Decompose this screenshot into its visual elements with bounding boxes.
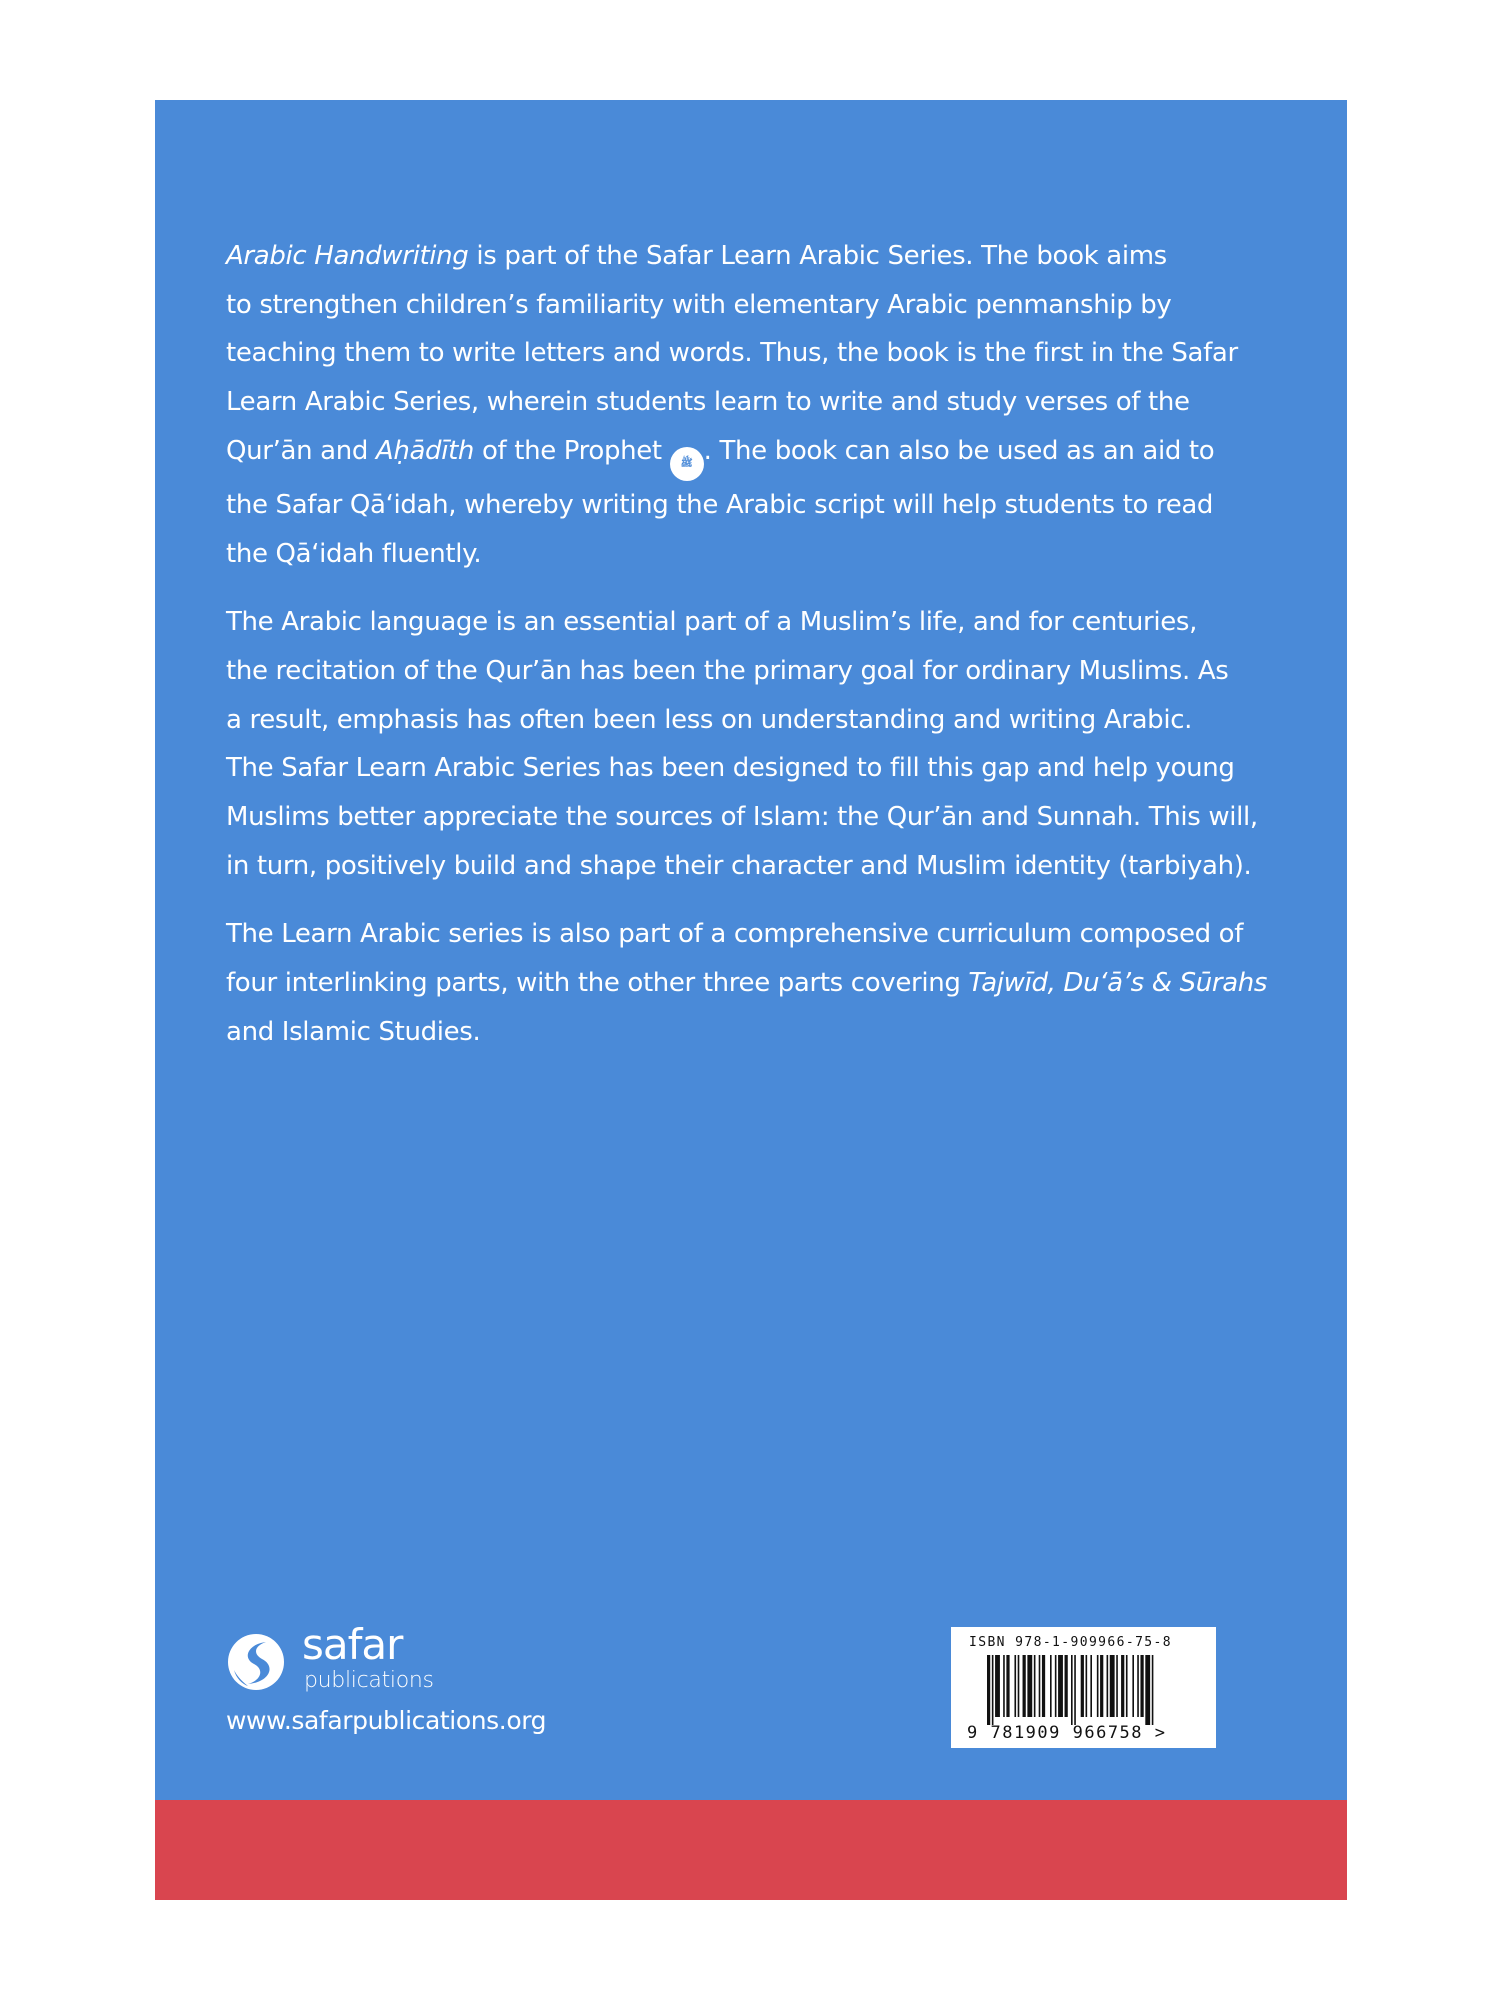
blurb-line: in turn, positively build and shape their character and Muslim identity (tarbiyah).: [226, 850, 1252, 881]
blurb-line: the Qā‘idah fluently.: [226, 538, 482, 569]
blurb-paragraph-3: [226, 910, 1286, 1056]
isbn-barcode: [951, 1627, 1216, 1748]
blurb-line: Arabic Handwriting is part of the Safar Learn Arabic Series. The book aims: [226, 241, 1167, 271]
isbn-label: ISBN 978-1-909966-75-8: [969, 1635, 1172, 1650]
publisher-logo: [226, 1620, 526, 1708]
blurb-line: Muslims better appreciate the sources of Islam: the Qur’ān and Sunnah. This will,: [226, 802, 1258, 833]
bottom-color-band: [155, 1800, 1347, 1900]
back-cover-blurb: [226, 232, 1286, 1077]
barcode-digits: 9 781909 966758 >: [967, 1723, 1167, 1743]
blurb-line: teaching them to write letters and words. Thus, the book is the first in the Safar: [226, 338, 1238, 369]
publisher-subtitle: publications: [304, 1668, 434, 1693]
blurb-line: to strengthen children’s familiarity with elementary Arabic penmanship by: [226, 289, 1172, 320]
blurb-line: and Islamic Studies.: [226, 1016, 481, 1047]
blurb-line: Qur’ān and Aḥādīth of the Prophet ﷺ . The book can also be used as an aid to: [226, 427, 1286, 481]
blurb-line: The Learn Arabic series is also part of a comprehensive curriculum composed of: [226, 919, 1244, 950]
publisher-name: safar: [302, 1620, 403, 1669]
barcode-bars: [987, 1655, 1197, 1725]
blurb-line: a result, emphasis has often been less on understanding and writing Arabic.: [226, 704, 1193, 735]
blurb-line: the recitation of the Qur’ān has been the primary goal for ordinary Muslims. As: [226, 655, 1229, 686]
blurb-line: Learn Arabic Series, wherein students learn to write and study verses of the: [226, 387, 1190, 418]
blurb-line: The Arabic language is an essential part of a Muslim’s life, and for centuries,: [226, 607, 1197, 638]
safar-swirl-icon: [226, 1632, 286, 1692]
blurb-line: four interlinking parts, with the other three parts covering Tajwīd, Du‘ā’s & Sūrahs: [226, 968, 1268, 999]
book-title: Arabic Handwriting: [226, 241, 469, 271]
publisher-website: www.safarpublications.org: [226, 1706, 547, 1735]
blurb-line: The Safar Learn Arabic Series has been designed to fill this gap and help young: [226, 753, 1235, 784]
honorific-icon: ﷺ: [670, 447, 704, 481]
blurb-paragraph-2: [226, 598, 1286, 890]
blurb-line: the Safar Qā‘idah, whereby writing the Arabic script will help students to read: [226, 489, 1214, 520]
blurb-paragraph-1: [226, 232, 1286, 578]
